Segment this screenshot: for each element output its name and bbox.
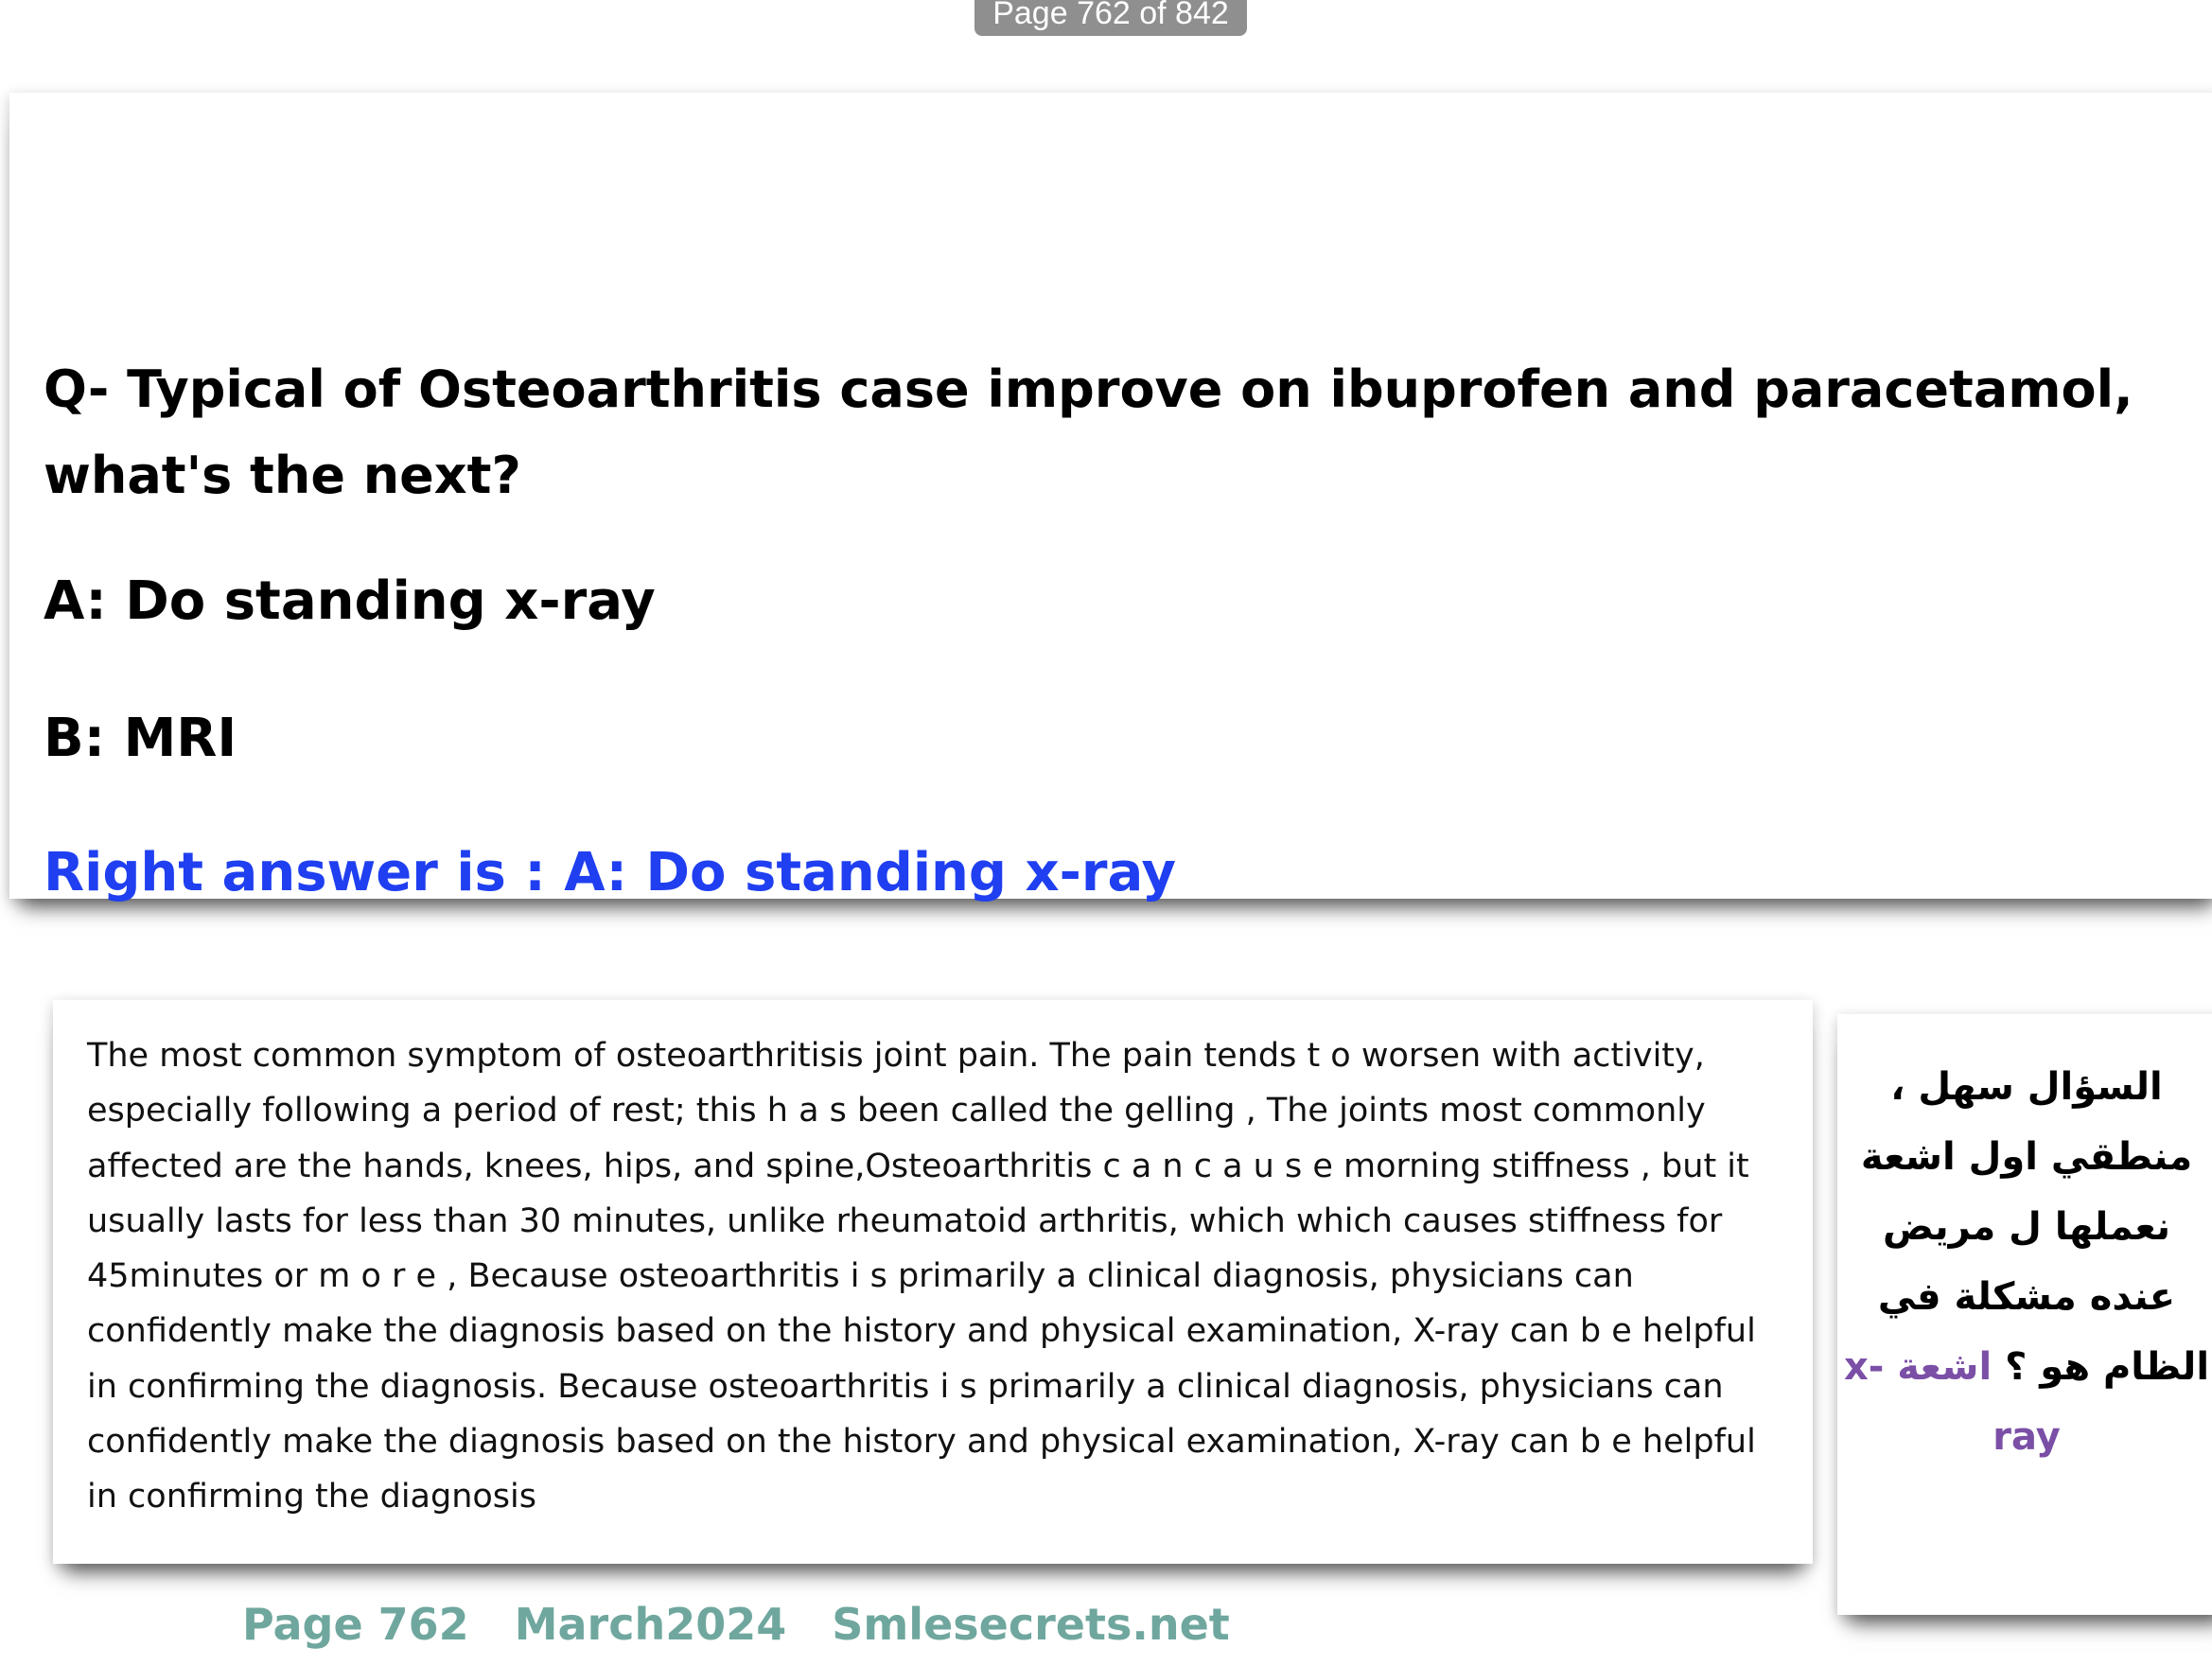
- arabic-note-card: [1837, 1014, 2212, 1615]
- right-answer: Right answer is : A: Do standing x-ray: [44, 842, 1177, 903]
- option-a: A: Do standing x-ray: [44, 570, 656, 632]
- explanation-card: [53, 1000, 1813, 1564]
- arabic-note: [1837, 1052, 2212, 1472]
- page-indicator: Page 762 of 842: [974, 0, 1247, 36]
- arabic-note-highlight: اشعة x-ray: [1843, 1345, 2061, 1459]
- footer: [242, 1599, 1230, 1650]
- question-text: Q- Typical of Osteoarthritis case improve on ibuprofen and paracetamol, what's the next?: [44, 359, 2133, 505]
- footer-page: Page 762: [242, 1599, 469, 1650]
- explanation-text: The most common symptom of osteoarthritisis joint pain. The pain tends t o worsen with activity, especially following a period of rest; this h a s been called the gelling , The joints most commonly affected are the hands, knees, hips, and spine,Osteoarthritis c a n c a u s e morning stiffness , but it usually lasts for less than 30 minutes, unlike rheumatoid arthritis, which which causes stiffness for 45minutes or m o r e , Because osteoarthritis i s primarily a clinical diagnosis, physicians can confidently make the diagnosis based on the history and physical examination, X-ray can b e helpful in confirming the diagnosis. Because osteoarthritis i s primarily a clinical diagnosis, physicians can confidently make the diagnosis based on the history and physical examination, X-ray can b e helpful in confirming the diagnosis: [87, 1037, 1756, 1516]
- footer-date: March2024: [514, 1599, 787, 1650]
- option-b: B: MRI: [44, 708, 237, 769]
- question-card: [9, 93, 2212, 903]
- footer-site: Smlesecrets.net: [832, 1599, 1230, 1650]
- arabic-note-text: السؤال سهل ، منطقي اول اشعة نعملها ل مريض عنده مشكلة في الظام هو ؟: [1860, 1065, 2210, 1389]
